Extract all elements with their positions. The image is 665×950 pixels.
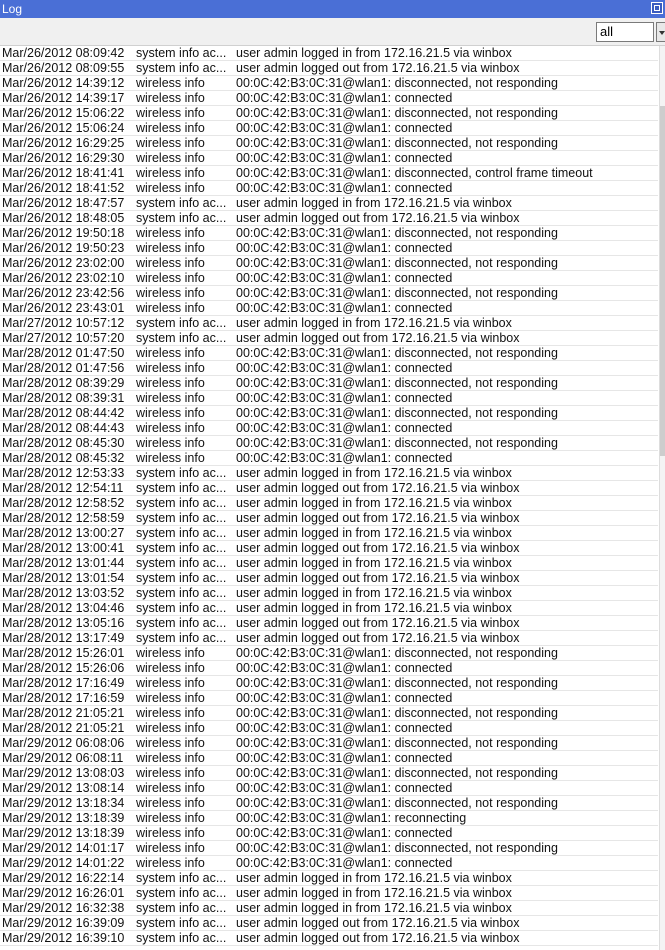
log-time: Mar/28/2012 17:16:49 (2, 676, 125, 690)
log-time: Mar/26/2012 16:29:30 (2, 151, 125, 165)
log-time: Mar/26/2012 16:29:25 (2, 136, 125, 150)
log-time: Mar/28/2012 12:58:52 (2, 496, 125, 510)
log-message: 00:0C:42:B3:0C:31@wlan1: connected (236, 181, 453, 195)
log-message: 00:0C:42:B3:0C:31@wlan1: disconnected, not responding (236, 766, 558, 780)
log-message: 00:0C:42:B3:0C:31@wlan1: connected (236, 856, 453, 870)
filter-input[interactable]: all (596, 22, 654, 42)
log-row[interactable] (0, 496, 658, 511)
log-message: user admin logged in from 172.16.21.5 via winbox (236, 466, 512, 480)
log-topics: wireless info (136, 241, 205, 255)
log-row[interactable] (0, 436, 658, 451)
log-topics: wireless info (136, 151, 205, 165)
log-topics: wireless info (136, 676, 205, 690)
log-message: 00:0C:42:B3:0C:31@wlan1: disconnected, not responding (236, 76, 558, 90)
log-row[interactable] (0, 751, 658, 766)
log-message: user admin logged in from 172.16.21.5 via winbox (236, 586, 512, 600)
log-topics: system info ac... (136, 601, 227, 615)
log-list[interactable] (0, 46, 665, 950)
log-row[interactable] (0, 316, 658, 331)
log-topics: wireless info (136, 691, 205, 705)
log-row[interactable] (0, 301, 658, 316)
log-message: user admin logged out from 172.16.21.5 via winbox (236, 211, 520, 225)
log-row[interactable] (0, 226, 658, 241)
log-topics: wireless info (136, 451, 205, 465)
log-time: Mar/26/2012 14:39:12 (2, 76, 125, 90)
log-row[interactable] (0, 331, 658, 346)
log-topics: wireless info (136, 166, 205, 180)
log-row[interactable] (0, 271, 658, 286)
log-time: Mar/28/2012 01:47:50 (2, 346, 125, 360)
log-time: Mar/29/2012 14:01:17 (2, 841, 125, 855)
log-message: user admin logged out from 172.16.21.5 via winbox (236, 511, 520, 525)
log-message: user admin logged in from 172.16.21.5 via winbox (236, 46, 512, 60)
log-row[interactable] (0, 736, 658, 751)
log-message: 00:0C:42:B3:0C:31@wlan1: connected (236, 361, 453, 375)
log-time: Mar/28/2012 13:03:52 (2, 586, 125, 600)
log-time: Mar/26/2012 15:06:22 (2, 106, 125, 120)
log-message: 00:0C:42:B3:0C:31@wlan1: connected (236, 91, 453, 105)
log-message: 00:0C:42:B3:0C:31@wlan1: connected (236, 826, 453, 840)
log-message: 00:0C:42:B3:0C:31@wlan1: connected (236, 721, 453, 735)
log-time: Mar/29/2012 16:26:01 (2, 886, 125, 900)
log-topics: system info ac... (136, 46, 227, 60)
log-topics: wireless info (136, 751, 205, 765)
log-message: user admin logged in from 172.16.21.5 via winbox (236, 901, 512, 915)
log-topics: system info ac... (136, 916, 227, 930)
log-row[interactable] (0, 796, 658, 811)
log-time: Mar/26/2012 23:02:00 (2, 256, 125, 270)
log-topics: system info ac... (136, 211, 227, 225)
log-row[interactable] (0, 391, 658, 406)
log-message: 00:0C:42:B3:0C:31@wlan1: connected (236, 781, 453, 795)
log-row[interactable] (0, 901, 658, 916)
log-message: 00:0C:42:B3:0C:31@wlan1: disconnected, not responding (236, 706, 558, 720)
log-topics: wireless info (136, 661, 205, 675)
log-row[interactable] (0, 241, 658, 256)
log-time: Mar/28/2012 15:26:01 (2, 646, 125, 660)
log-message: user admin logged out from 172.16.21.5 via winbox (236, 481, 520, 495)
log-message: 00:0C:42:B3:0C:31@wlan1: connected (236, 271, 453, 285)
log-topics: wireless info (136, 421, 205, 435)
log-topics: wireless info (136, 781, 205, 795)
log-row[interactable] (0, 841, 658, 856)
log-row[interactable] (0, 76, 658, 91)
log-message: 00:0C:42:B3:0C:31@wlan1: connected (236, 151, 453, 165)
log-topics: system info ac... (136, 196, 227, 210)
log-message: 00:0C:42:B3:0C:31@wlan1: disconnected, not responding (236, 136, 558, 150)
log-message: 00:0C:42:B3:0C:31@wlan1: disconnected, not responding (236, 106, 558, 120)
log-row[interactable] (0, 91, 658, 106)
log-time: Mar/26/2012 23:42:56 (2, 286, 125, 300)
log-topics: wireless info (136, 436, 205, 450)
log-topics: system info ac... (136, 901, 227, 915)
log-time: Mar/28/2012 13:00:27 (2, 526, 125, 540)
log-message: user admin logged in from 172.16.21.5 via winbox (236, 601, 512, 615)
log-time: Mar/28/2012 13:04:46 (2, 601, 125, 615)
log-message: 00:0C:42:B3:0C:31@wlan1: reconnecting (236, 811, 467, 825)
log-time: Mar/28/2012 08:45:32 (2, 451, 125, 465)
log-topics: system info ac... (136, 556, 227, 570)
log-topics: wireless info (136, 706, 205, 720)
log-message: user admin logged out from 172.16.21.5 via winbox (236, 631, 520, 645)
log-time: Mar/28/2012 08:44:43 (2, 421, 125, 435)
log-message: user admin logged in from 172.16.21.5 via winbox (236, 526, 512, 540)
log-message: 00:0C:42:B3:0C:31@wlan1: disconnected, not responding (236, 406, 558, 420)
log-time: Mar/29/2012 16:39:09 (2, 916, 125, 930)
log-message: 00:0C:42:B3:0C:31@wlan1: disconnected, not responding (236, 286, 558, 300)
log-row[interactable] (0, 346, 658, 361)
log-time: Mar/27/2012 10:57:12 (2, 316, 125, 330)
log-message: user admin logged out from 172.16.21.5 via winbox (236, 916, 520, 930)
log-row[interactable] (0, 196, 658, 211)
log-row[interactable] (0, 721, 658, 736)
log-time: Mar/29/2012 13:18:39 (2, 826, 125, 840)
log-message: user admin logged in from 172.16.21.5 via winbox (236, 196, 512, 210)
log-row[interactable] (0, 916, 658, 931)
log-topics: wireless info (136, 76, 205, 90)
log-topics: wireless info (136, 811, 205, 825)
log-topics: wireless info (136, 301, 205, 315)
log-message: 00:0C:42:B3:0C:31@wlan1: connected (236, 121, 453, 135)
log-time: Mar/28/2012 12:53:33 (2, 466, 125, 480)
log-topics: wireless info (136, 406, 205, 420)
log-row[interactable] (0, 406, 658, 421)
log-topics: system info ac... (136, 331, 227, 345)
log-topics: system info ac... (136, 586, 227, 600)
log-message: user admin logged in from 172.16.21.5 via winbox (236, 886, 512, 900)
log-topics: wireless info (136, 826, 205, 840)
log-topics: wireless info (136, 721, 205, 735)
maximize-icon[interactable] (651, 2, 663, 14)
log-time: Mar/26/2012 15:06:24 (2, 121, 125, 135)
log-topics: wireless info (136, 136, 205, 150)
log-row[interactable] (0, 61, 658, 76)
log-row[interactable] (0, 376, 658, 391)
window-title: Log (2, 2, 23, 16)
log-row[interactable] (0, 826, 658, 841)
log-time: Mar/28/2012 17:16:59 (2, 691, 125, 705)
log-time: Mar/29/2012 16:32:38 (2, 901, 125, 915)
log-message: 00:0C:42:B3:0C:31@wlan1: disconnected, not responding (236, 256, 558, 270)
log-row[interactable] (0, 121, 658, 136)
log-row[interactable] (0, 781, 658, 796)
toolbar (0, 18, 665, 46)
log-time: Mar/29/2012 16:39:10 (2, 931, 125, 945)
log-topics: wireless info (136, 736, 205, 750)
log-topics: system info ac... (136, 466, 227, 480)
log-message: 00:0C:42:B3:0C:31@wlan1: disconnected, not responding (236, 676, 558, 690)
log-topics: wireless info (136, 91, 205, 105)
log-row[interactable] (0, 556, 658, 571)
log-topics: wireless info (136, 286, 205, 300)
log-time: Mar/28/2012 08:44:42 (2, 406, 125, 420)
log-topics: system info ac... (136, 316, 227, 330)
log-topics: system info ac... (136, 871, 227, 885)
log-time: Mar/29/2012 13:18:39 (2, 811, 125, 825)
log-message: 00:0C:42:B3:0C:31@wlan1: disconnected, not responding (236, 376, 558, 390)
log-row[interactable] (0, 541, 658, 556)
log-row[interactable] (0, 451, 658, 466)
log-time: Mar/29/2012 13:18:34 (2, 796, 125, 810)
log-topics: system info ac... (136, 571, 227, 585)
log-message: 00:0C:42:B3:0C:31@wlan1: connected (236, 391, 453, 405)
log-time: Mar/28/2012 12:54:11 (2, 481, 124, 495)
log-time: Mar/28/2012 13:00:41 (2, 541, 125, 555)
log-time: Mar/26/2012 08:09:55 (2, 61, 125, 75)
scrollbar[interactable] (659, 46, 665, 950)
scrollbar-thumb[interactable] (660, 106, 665, 456)
log-time: Mar/26/2012 08:09:42 (2, 46, 125, 60)
log-row[interactable] (0, 871, 658, 886)
log-time: Mar/29/2012 14:01:22 (2, 856, 125, 870)
log-row[interactable] (0, 211, 658, 226)
log-row[interactable] (0, 136, 658, 151)
log-row[interactable] (0, 856, 658, 871)
log-topics: system info ac... (136, 886, 227, 900)
log-message: 00:0C:42:B3:0C:31@wlan1: disconnected, not responding (236, 646, 558, 660)
log-message: 00:0C:42:B3:0C:31@wlan1: connected (236, 301, 453, 315)
log-time: Mar/26/2012 23:43:01 (2, 301, 125, 315)
log-message: user admin logged out from 172.16.21.5 via winbox (236, 61, 520, 75)
log-message: 00:0C:42:B3:0C:31@wlan1: connected (236, 421, 453, 435)
log-row[interactable] (0, 256, 658, 271)
log-time: Mar/29/2012 13:08:03 (2, 766, 125, 780)
log-row[interactable] (0, 466, 658, 481)
log-row[interactable] (0, 766, 658, 781)
log-message: user admin logged out from 172.16.21.5 via winbox (236, 931, 520, 945)
log-time: Mar/26/2012 18:41:52 (2, 181, 125, 195)
log-message: user admin logged out from 172.16.21.5 via winbox (236, 616, 520, 630)
log-time: Mar/28/2012 01:47:56 (2, 361, 125, 375)
log-message: user admin logged out from 172.16.21.5 via winbox (236, 571, 520, 585)
log-topics: system info ac... (136, 526, 227, 540)
log-row[interactable] (0, 691, 658, 706)
log-topics: system info ac... (136, 631, 227, 645)
log-topics: wireless info (136, 226, 205, 240)
log-time: Mar/27/2012 10:57:20 (2, 331, 125, 345)
log-time: Mar/28/2012 13:17:49 (2, 631, 125, 645)
log-row[interactable] (0, 181, 658, 196)
log-topics: wireless info (136, 346, 205, 360)
log-message: 00:0C:42:B3:0C:31@wlan1: disconnected, not responding (236, 226, 558, 240)
log-message: user admin logged out from 172.16.21.5 via winbox (236, 331, 520, 345)
log-message: 00:0C:42:B3:0C:31@wlan1: connected (236, 661, 453, 675)
log-time: Mar/26/2012 19:50:18 (2, 226, 125, 240)
log-topics: wireless info (136, 106, 205, 120)
log-topics: wireless info (136, 391, 205, 405)
log-time: Mar/29/2012 06:08:06 (2, 736, 125, 750)
log-message: 00:0C:42:B3:0C:31@wlan1: disconnected, not responding (236, 796, 558, 810)
log-message: user admin logged in from 172.16.21.5 via winbox (236, 316, 512, 330)
log-row[interactable] (0, 166, 658, 181)
log-time: Mar/26/2012 19:50:23 (2, 241, 125, 255)
log-topics: wireless info (136, 856, 205, 870)
log-topics: system info ac... (136, 481, 227, 495)
log-row[interactable] (0, 421, 658, 436)
log-time: Mar/28/2012 13:01:54 (2, 571, 125, 585)
log-time: Mar/28/2012 15:26:06 (2, 661, 125, 675)
log-row[interactable] (0, 646, 658, 661)
log-topics: wireless info (136, 256, 205, 270)
log-row[interactable] (0, 481, 658, 496)
log-topics: system info ac... (136, 496, 227, 510)
log-row[interactable] (0, 706, 658, 721)
log-message: 00:0C:42:B3:0C:31@wlan1: disconnected, control frame timeout (236, 166, 593, 180)
log-row[interactable] (0, 886, 658, 901)
log-message: user admin logged in from 172.16.21.5 via winbox (236, 556, 512, 570)
log-row[interactable] (0, 46, 658, 61)
log-row[interactable] (0, 361, 658, 376)
log-topics: system info ac... (136, 616, 227, 630)
log-row[interactable] (0, 106, 658, 121)
log-time: Mar/28/2012 13:01:44 (2, 556, 125, 570)
log-message: 00:0C:42:B3:0C:31@wlan1: disconnected, not responding (236, 346, 558, 360)
log-time: Mar/26/2012 18:48:05 (2, 211, 125, 225)
log-row[interactable] (0, 286, 658, 301)
log-time: Mar/28/2012 13:05:16 (2, 616, 125, 630)
log-time: Mar/28/2012 21:05:21 (2, 706, 125, 720)
log-message: 00:0C:42:B3:0C:31@wlan1: disconnected, not responding (236, 736, 558, 750)
log-row[interactable] (0, 571, 658, 586)
log-topics: system info ac... (136, 511, 227, 525)
log-message: 00:0C:42:B3:0C:31@wlan1: disconnected, not responding (236, 841, 558, 855)
log-time: Mar/28/2012 08:39:29 (2, 376, 125, 390)
log-time: Mar/26/2012 14:39:17 (2, 91, 125, 105)
log-topics: wireless info (136, 376, 205, 390)
log-time: Mar/28/2012 08:39:31 (2, 391, 125, 405)
log-message: 00:0C:42:B3:0C:31@wlan1: disconnected, not responding (236, 436, 558, 450)
filter-dropdown-icon[interactable] (656, 22, 665, 42)
log-row[interactable] (0, 601, 658, 616)
log-time: Mar/28/2012 08:45:30 (2, 436, 125, 450)
log-message: 00:0C:42:B3:0C:31@wlan1: connected (236, 751, 453, 765)
log-row[interactable] (0, 931, 658, 946)
log-topics: wireless info (136, 181, 205, 195)
log-row[interactable] (0, 526, 658, 541)
log-row[interactable] (0, 676, 658, 691)
log-topics: wireless info (136, 121, 205, 135)
log-topics: wireless info (136, 361, 205, 375)
log-time: Mar/26/2012 18:41:41 (2, 166, 125, 180)
log-topics: system info ac... (136, 541, 227, 555)
log-topics: wireless info (136, 646, 205, 660)
log-row[interactable] (0, 811, 658, 826)
log-topics: wireless info (136, 841, 205, 855)
log-row[interactable] (0, 511, 658, 526)
log-message: 00:0C:42:B3:0C:31@wlan1: connected (236, 451, 453, 465)
log-message: user admin logged in from 172.16.21.5 via winbox (236, 871, 512, 885)
log-time: Mar/29/2012 06:08:11 (2, 751, 124, 765)
log-time: Mar/26/2012 23:02:10 (2, 271, 125, 285)
log-time: Mar/28/2012 12:58:59 (2, 511, 125, 525)
log-message: user admin logged in from 172.16.21.5 via winbox (236, 496, 512, 510)
log-message: 00:0C:42:B3:0C:31@wlan1: connected (236, 241, 453, 255)
log-topics: system info ac... (136, 61, 227, 75)
log-row[interactable] (0, 586, 658, 601)
log-row[interactable] (0, 151, 658, 166)
log-message: user admin logged out from 172.16.21.5 via winbox (236, 541, 520, 555)
title-bar (0, 0, 665, 18)
log-time: Mar/26/2012 18:47:57 (2, 196, 125, 210)
log-topics: wireless info (136, 271, 205, 285)
log-topics: wireless info (136, 796, 205, 810)
log-topics: wireless info (136, 766, 205, 780)
log-topics: system info ac... (136, 931, 227, 945)
log-message: 00:0C:42:B3:0C:31@wlan1: connected (236, 691, 453, 705)
log-row[interactable] (0, 661, 658, 676)
log-time: Mar/29/2012 16:22:14 (2, 871, 125, 885)
log-time: Mar/29/2012 13:08:14 (2, 781, 125, 795)
log-row[interactable] (0, 616, 658, 631)
log-time: Mar/28/2012 21:05:21 (2, 721, 125, 735)
log-row[interactable] (0, 631, 658, 646)
